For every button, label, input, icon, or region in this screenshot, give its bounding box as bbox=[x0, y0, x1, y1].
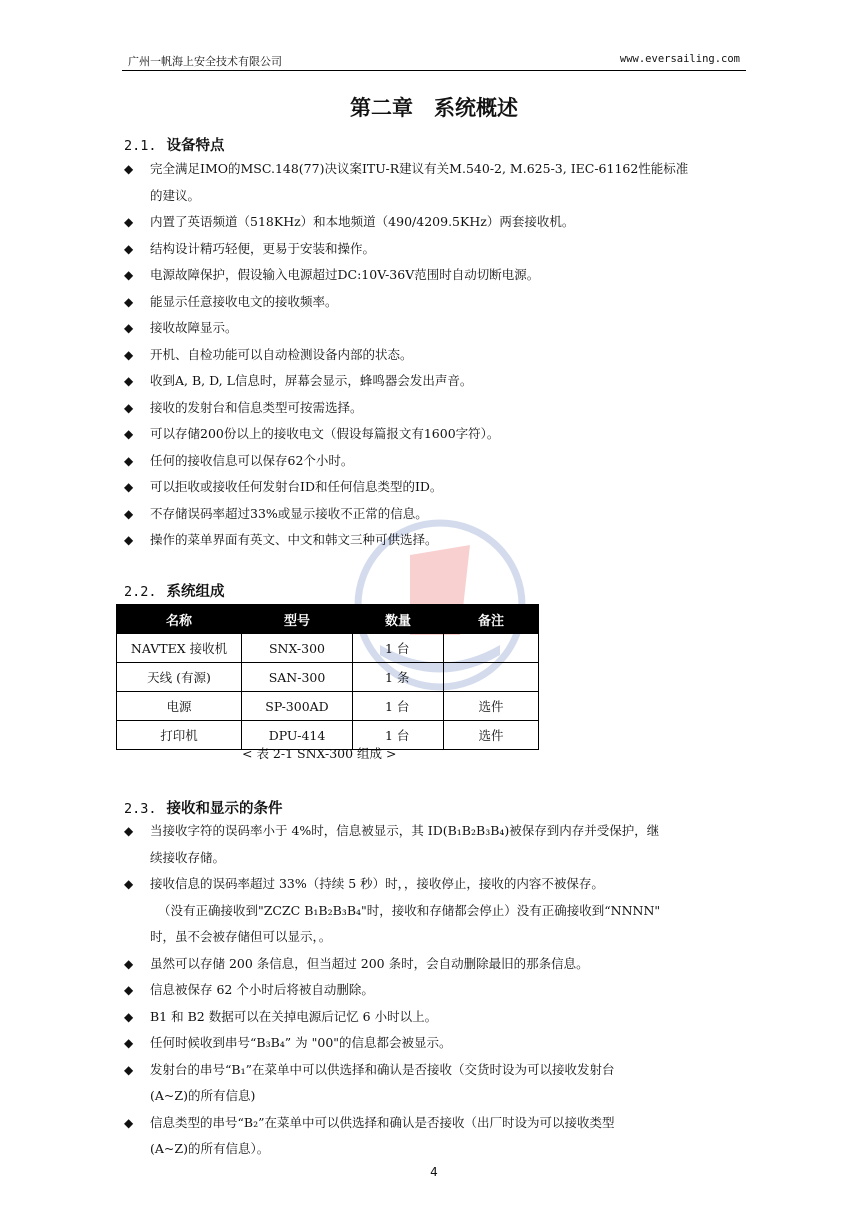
conditions-list bbox=[124, 818, 749, 1163]
list-item: ◆ 发射台的串号“B₁”在菜单中可以供选择和确认是否接收（交货时设为可以接收发射台 (A~Z)的所有信息) bbox=[124, 1057, 749, 1110]
diamond-bullet-icon: ◆ bbox=[124, 321, 134, 335]
diamond-bullet-icon: ◆ bbox=[124, 533, 134, 547]
section-title: 设备特点 bbox=[166, 137, 225, 154]
diamond-bullet-icon: ◆ bbox=[124, 1062, 134, 1077]
list-item: ◆ 收到A, B, D, L信息时，屏幕会显示，蜂鸣器会发出声音。 bbox=[124, 368, 749, 395]
diamond-bullet-icon: ◆ bbox=[124, 374, 134, 388]
table-cell: SAN-300 bbox=[242, 663, 353, 692]
diamond-bullet-icon: ◆ bbox=[124, 215, 134, 229]
table-cell: 1 台 bbox=[353, 634, 444, 663]
chapter-title: 第二章 系统概述 bbox=[350, 95, 518, 120]
table-cell bbox=[444, 634, 539, 663]
list-item: ◆ 任何的接收信息可以保存62个小时。 bbox=[124, 448, 749, 475]
diamond-bullet-icon: ◆ bbox=[124, 241, 134, 256]
section-title: 系统组成 bbox=[166, 583, 225, 600]
table-cell: DPU-414 bbox=[242, 721, 353, 750]
list-item: ◆ 结构设计精巧轻便，更易于安装和操作。 bbox=[124, 236, 749, 263]
list-item: ◆ 能显示任意接收电文的接收频率。 bbox=[124, 289, 749, 316]
table-cell bbox=[444, 663, 539, 692]
list-item: ◆ 开机、自检功能可以自动检测设备内部的状态。 bbox=[124, 342, 749, 369]
table-cell: SNX-300 bbox=[242, 634, 353, 663]
diamond-bullet-icon: ◆ bbox=[124, 1009, 134, 1024]
table-cell: 打印机 bbox=[117, 721, 242, 750]
section-number: 2.3. bbox=[124, 801, 157, 817]
table-row bbox=[117, 692, 539, 721]
page-number: 4 bbox=[430, 1165, 438, 1179]
column-header: 名称 bbox=[117, 605, 242, 634]
list-item: ◆ 接收的发射台和信息类型可按需选择。 bbox=[124, 395, 749, 422]
list-item: ◆ 不存储误码率超过33%或显示接收不正常的信息。 bbox=[124, 501, 749, 528]
diamond-bullet-icon: ◆ bbox=[124, 294, 134, 309]
diamond-bullet-icon: ◆ bbox=[124, 347, 134, 362]
column-header: 型号 bbox=[242, 605, 353, 634]
system-components-table bbox=[116, 604, 539, 750]
list-item: ◆ 完全满足IMO的MSC.148(77)决议案ITU-R建议有关M.540-2, M.625-3, IEC-61162性能标准 的建议。 bbox=[124, 156, 749, 209]
table-row bbox=[117, 663, 539, 692]
diamond-bullet-icon: ◆ bbox=[124, 506, 134, 521]
list-item: ◆ 当接收字符的误码率小于 4%时，信息被显示，其 ID(B₁B₂B₃B₄)被保存到内存并受保护，继 续接收存储。 bbox=[124, 818, 749, 871]
table-cell: NAVTEX 接收机 bbox=[117, 634, 242, 663]
diamond-bullet-icon: ◆ bbox=[124, 1115, 134, 1130]
table-cell: 选件 bbox=[444, 692, 539, 721]
website-url: www.eversailing.com bbox=[619, 53, 740, 65]
table-caption: < 表 2-1 SNX-300 组成 > bbox=[242, 746, 397, 761]
list-item: ◆ 任何时候收到串号“B₃B₄” 为 "00"的信息都会被显示。 bbox=[124, 1030, 749, 1057]
table-header-row bbox=[117, 605, 539, 634]
diamond-bullet-icon: ◆ bbox=[124, 427, 134, 441]
section-number: 2.1. bbox=[124, 138, 157, 154]
table-cell: 电源 bbox=[117, 692, 242, 721]
list-item: ◆ 内置了英语频道（518KHz）和本地频道（490/4209.5KHz）两套接收机。 bbox=[124, 209, 749, 236]
section-heading-2-1 bbox=[124, 134, 225, 155]
list-item: ◆ 信息被保存 62 个小时后将被自动删除。 bbox=[124, 977, 749, 1004]
company-name: 广州一帆海上安全技术有限公司 bbox=[128, 55, 282, 68]
diamond-bullet-icon: ◆ bbox=[124, 1036, 134, 1050]
list-item: ◆ 电源故障保护，假设输入电源超过DC:10V-36V范围时自动切断电源。 bbox=[124, 262, 749, 289]
section-title: 接收和显示的条件 bbox=[166, 800, 283, 817]
list-item: ◆ 操作的菜单界面有英文、中文和韩文三种可供选择。 bbox=[124, 527, 749, 554]
features-list bbox=[124, 156, 749, 554]
diamond-bullet-icon: ◆ bbox=[124, 400, 134, 415]
diamond-bullet-icon: ◆ bbox=[124, 983, 134, 997]
diamond-bullet-icon: ◆ bbox=[124, 877, 134, 891]
list-item: ◆ 可以存储200份以上的接收电文（假设每篇报文有1600字符）。 bbox=[124, 421, 749, 448]
table-row bbox=[117, 634, 539, 663]
list-item: ◆ 接收信息的误码率超过 33%（持续 5 秒）时，，接收停止，接收的内容不被保存。 （没有正确接收到"ZCZC B₁B₂B₃B₄"时，接收和存储都会停止）没有正确接收到“NNNN" 时，虽不会被存储但可以显示，。 bbox=[124, 871, 749, 951]
list-item: ◆ 信息类型的串号“B₂”在菜单中可以供选择和确认是否接收（出厂时设为可以接收类型 (A~Z)的所有信息）。 bbox=[124, 1110, 749, 1163]
list-item: ◆ B1 和 B2 数据可以在关掉电源后记忆 6 小时以上。 bbox=[124, 1004, 749, 1031]
diamond-bullet-icon: ◆ bbox=[124, 268, 134, 282]
list-item: ◆ 接收故障显示。 bbox=[124, 315, 749, 342]
table-cell: 天线 (有源) bbox=[117, 663, 242, 692]
diamond-bullet-icon: ◆ bbox=[124, 453, 134, 468]
list-item: ◆ 虽然可以存储 200 条信息，但当超过 200 条时，会自动删除最旧的那条信息。 bbox=[124, 951, 749, 978]
table-cell: 1 台 bbox=[353, 721, 444, 750]
column-header: 备注 bbox=[444, 605, 539, 634]
table-cell: 1 条 bbox=[353, 663, 444, 692]
page-header bbox=[122, 50, 746, 71]
table-cell: 1 台 bbox=[353, 692, 444, 721]
diamond-bullet-icon: ◆ bbox=[124, 824, 134, 838]
section-heading-2-2 bbox=[124, 580, 225, 601]
list-item: ◆ 可以拒收或接收任何发射台ID和任何信息类型的ID。 bbox=[124, 474, 749, 501]
diamond-bullet-icon: ◆ bbox=[124, 956, 134, 971]
diamond-bullet-icon: ◆ bbox=[124, 480, 134, 494]
table-cell: SP-300AD bbox=[242, 692, 353, 721]
table-cell: 选件 bbox=[444, 721, 539, 750]
section-number: 2.2. bbox=[124, 584, 157, 600]
column-header: 数量 bbox=[353, 605, 444, 634]
section-heading-2-3 bbox=[124, 797, 283, 818]
diamond-bullet-icon: ◆ bbox=[124, 162, 134, 176]
